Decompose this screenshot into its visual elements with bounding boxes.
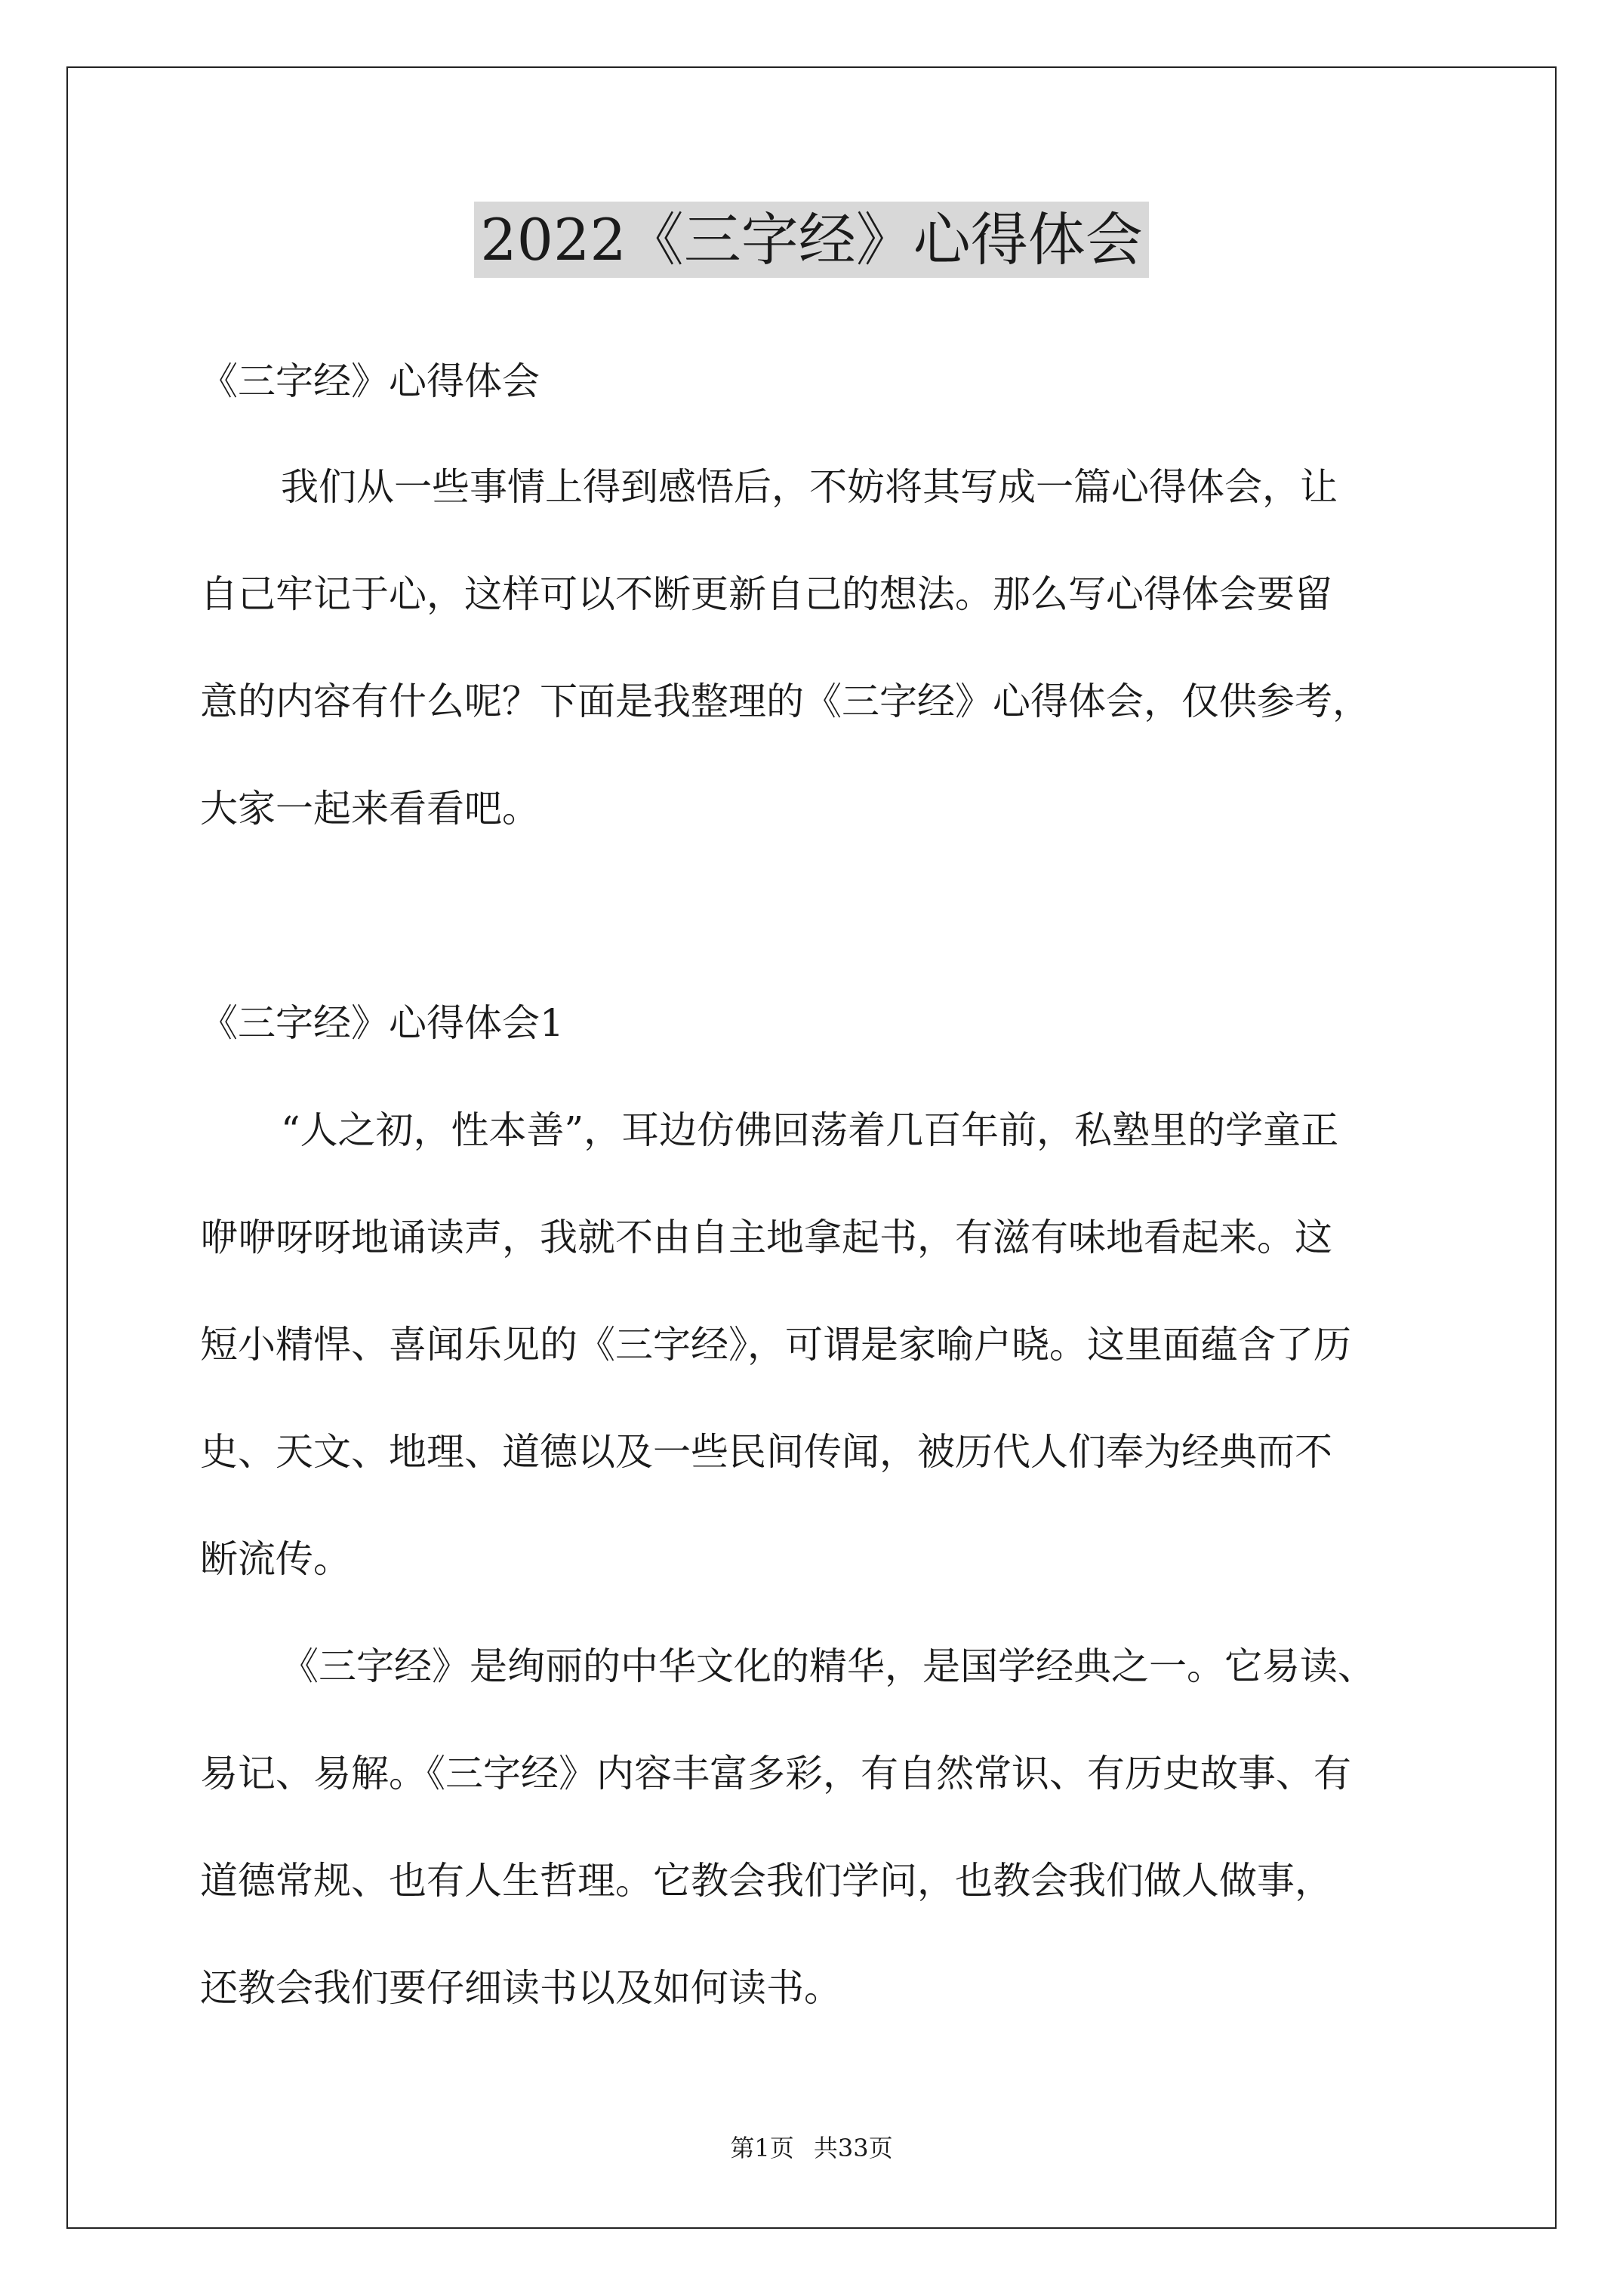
document-title-text: 2022《三字经》心得体会 <box>474 202 1148 278</box>
intro-line-1: 我们从一些事情上得到感悟后，不妨将其写成一篇心得体会，让 <box>281 465 1338 509</box>
intro-line-2: 自己牢记于心，这样可以不断更新自己的想法。那么写心得体会要留 <box>200 572 1332 616</box>
page-footer <box>0 2133 1623 2163</box>
page-number: 第1页 <box>730 2134 794 2162</box>
paragraph-1-line-3: 短小精悍、喜闻乐见的《三字经》，可谓是家喻户晓。这里面蕴含了历 <box>200 1323 1351 1367</box>
paragraph-2-line-3: 道德常规、也有人生哲理。它教会我们学问，也教会我们做人做事， <box>200 1859 1332 1903</box>
subtitle: 《三字经》心得体会 <box>200 359 540 403</box>
paragraph-2-line-1: 《三字经》是绚丽的中华文化的精华，是国学经典之一。它易读、 <box>281 1644 1375 1688</box>
paragraph-1-line-2: 咿咿呀呀地诵读声，我就不由自主地拿起书，有滋有味地看起来。这 <box>200 1216 1332 1259</box>
paragraph-1-line-1: “人之初，性本善”，耳边仿佛回荡着几百年前，私塾里的学童正 <box>281 1108 1339 1152</box>
paragraph-2-line-2: 易记、易解。《三字经》内容丰富多彩，有自然常识、有历史故事、有 <box>200 1752 1351 1795</box>
page-total: 共33页 <box>813 2134 893 2162</box>
section-heading: 《三字经》心得体会1 <box>200 1001 564 1045</box>
document-title <box>0 202 1623 278</box>
paragraph-2-line-4: 还教会我们要仔细读书以及如何读书。 <box>200 1966 842 2010</box>
paragraph-1-line-4: 史、天文、地理、道德以及一些民间传闻，被历代人们奉为经典而不 <box>200 1430 1332 1474</box>
intro-line-3: 意的内容有什么呢？下面是我整理的《三字经》心得体会，仅供参考， <box>200 680 1370 723</box>
paragraph-1-line-5: 断流传。 <box>200 1537 351 1581</box>
intro-line-4: 大家一起来看看吧。 <box>200 787 540 831</box>
